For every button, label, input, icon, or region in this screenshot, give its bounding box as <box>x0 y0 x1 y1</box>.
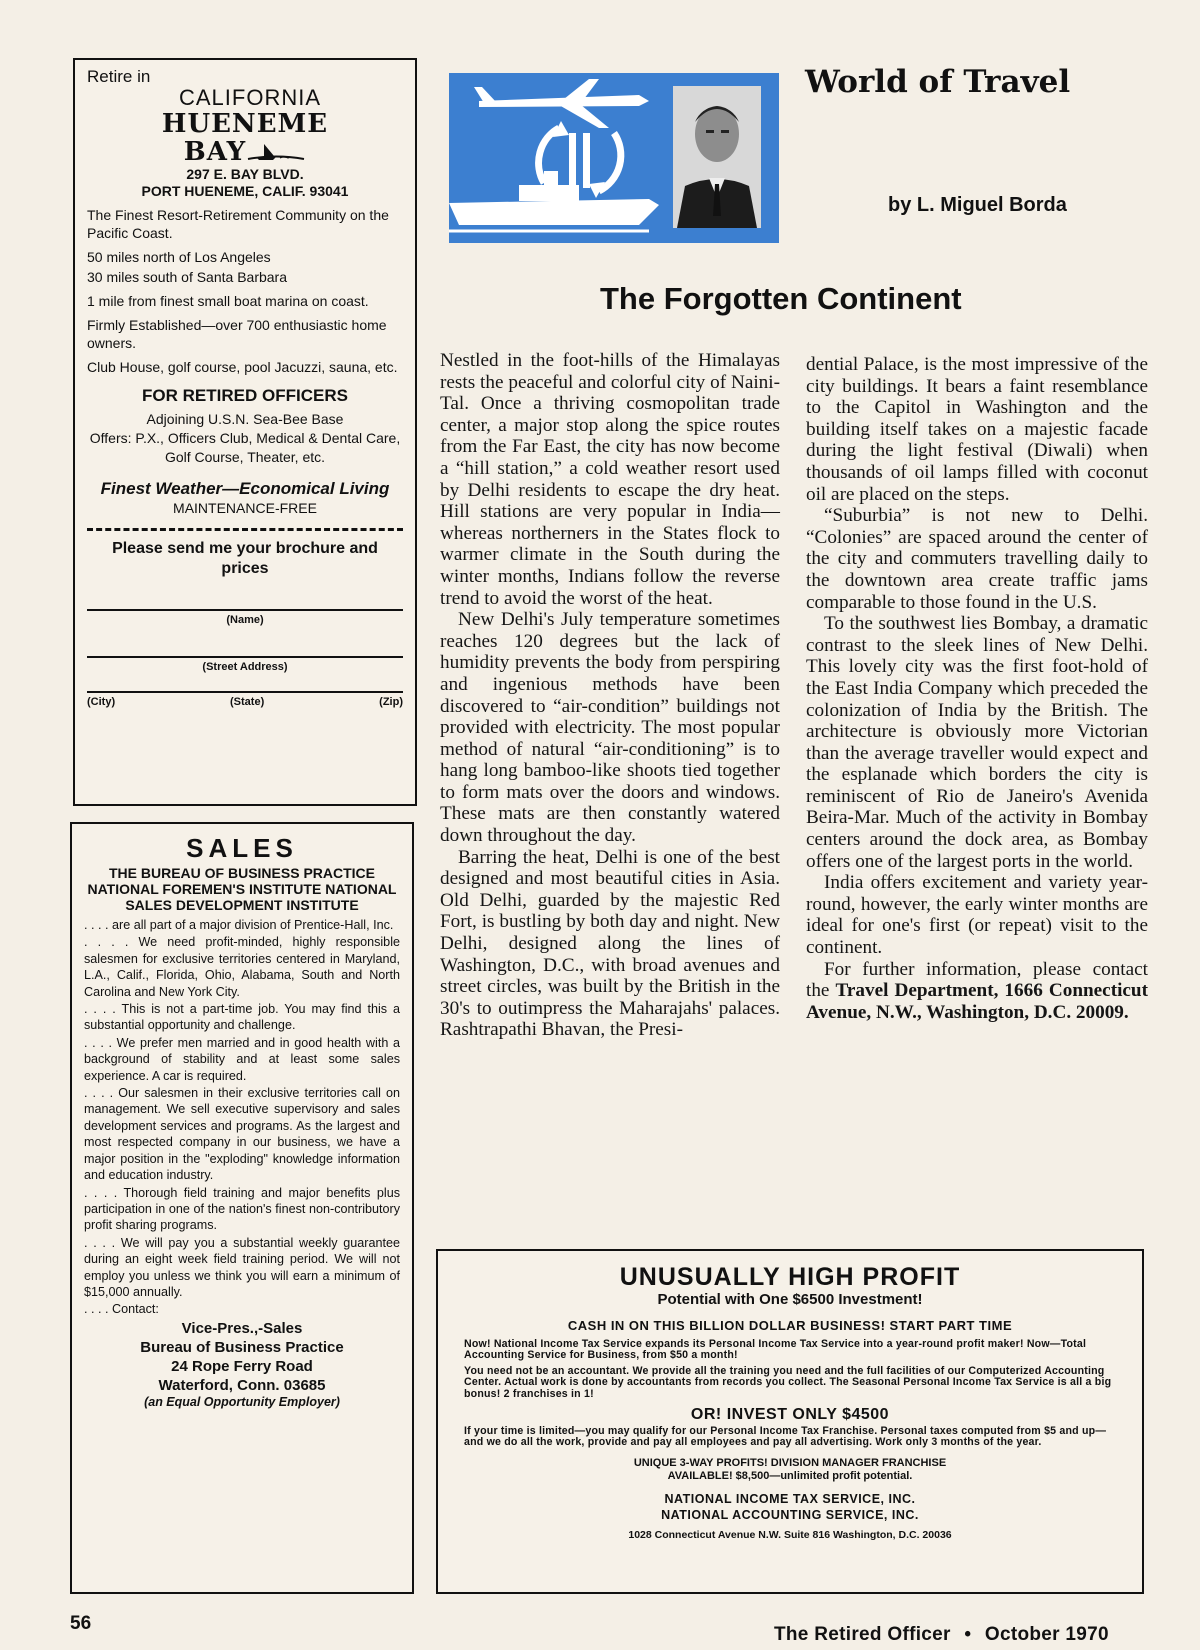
tax-unique: UNIQUE 3-WAY PROFITS! DIVISION MANAGER FRANCHISE AVAILABLE! $8,500—unlimited profit potential. <box>633 1456 947 1482</box>
sales-para-5: . . . . Our salesmen in their exclusive territories call on management. We sell executive supervisory and sales development services and programs. As the largest and most respected company in our business, we have a major position in the "exploding" knowledge information and education industry. <box>84 1086 400 1183</box>
state-label: CALIFORNIA <box>178 85 322 110</box>
brochure-request: Please send me your brochure and prices <box>112 540 378 577</box>
sales-contact <box>84 1319 400 1395</box>
sales-para-1: . . . . are all part of a major division of Prentice-Hall, Inc. <box>84 918 394 932</box>
maintenance-label: MAINTENANCE-FREE <box>173 500 317 516</box>
community-name-bay: BAY <box>87 138 403 166</box>
officers-heading: FOR RETIRED OFFICERS <box>142 386 348 405</box>
page-number: 56 <box>70 1613 92 1634</box>
tax-headline: UNUSUALLY HIGH PROFIT <box>619 1263 961 1291</box>
portrait-icon <box>673 86 761 228</box>
sales-para-8: . . . . Contact: <box>84 1302 159 1317</box>
contact-org: Bureau of Business Practice <box>140 1338 344 1356</box>
article-title: The Forgotten Continent <box>600 281 962 316</box>
article-para: dential Palace, is the most impressive of the city buildings. It bears a faint resemblance to the Capitol in Washington and the building itself takes on a majestic facade during the light festival (Diwali) when thousands of oil lamps filled with coconut oil are placed on the steps. <box>806 354 1148 505</box>
tax-or-line: OR! INVEST ONLY $4500 <box>690 1406 890 1424</box>
officers-line-1: Adjoining U.S.N. Sea-Bee Base <box>146 411 344 427</box>
feature-2: 50 miles north of Los Angeles <box>87 249 271 265</box>
tax-para-3: If your time is limited—you may qualify for our Personal Income Tax Franchise. Personal taxes computed from $5 and up—and we do all the work, provide and pay all employees and pay all advertising. Work only 3 months of the year. <box>464 1425 1107 1449</box>
contact-title: Vice-Pres.,-Sales <box>181 1319 303 1337</box>
section-title: World of Travel <box>805 64 1071 100</box>
sales-title: SALES <box>186 833 298 863</box>
dashed-divider <box>87 528 403 531</box>
tax-subhead: Potential with One $6500 Investment! <box>657 1291 923 1308</box>
feature-3: 30 miles south of Santa Barbara <box>87 269 288 285</box>
city-state-zip-row <box>87 691 403 708</box>
article-closing: For further information, please contact the Travel Department, 1666 Connecticut Avenue, N.W., Washington, D.C. 20009. <box>806 958 1148 1023</box>
feature-5: Firmly Established—over 700 enthusiastic home owners. <box>87 317 387 351</box>
zip-field[interactable]: (Zip) <box>379 696 403 708</box>
footer-separator: • <box>964 1624 972 1645</box>
travel-department-contact: Travel Department, 1666 Connecticut Avenue, N.W., Washington, D.C. 20009. <box>806 980 1148 1023</box>
article-para: To the southwest lies Bombay, a dramatic contrast to the sleek lines of New Delhi. This lovely city was the first foot-hold of the East India Company which preceded the colonization of India by the British. The architecture is obviously more Victorian than the average traveller would expect and the esplanade which borders the city is reminiscent of Rio de Janeiro's Avenida Beira-Mar. Much of the activity in Bombay centers around the dock area, as Bombay offers one of the largest ports in the world. <box>806 613 1148 872</box>
sailboat-icon <box>246 142 306 162</box>
address-line-2: PORT HUENEME, CALIF. 93041 <box>141 183 349 199</box>
article-column-1 <box>440 350 780 1041</box>
california-ad <box>73 58 417 806</box>
sales-para-7: . . . . We will pay you a substantial weekly guarantee during an eight week field training period. We will not employ you unless we think you will earn a minimum of $15,000 annually. <box>84 1235 400 1299</box>
street-field[interactable]: (Street Address) <box>87 656 403 673</box>
officers-line-2: Offers: P.X., Officers Club, Medical & Dental Care, Golf Course, Theater, etc. <box>89 430 401 465</box>
article-para: Barring the heat, Delhi is one of the best designed and most beautiful cities in Asia. Old Delhi, guarded by the majestic Red Fort, is bustling by both day and night. New Delhi, designed along the lines of Washington, D.C., with broad avenues and street circles, was built by the British in the 30's to outimpress the Maharajahs' palaces. Rashtrapathi Bhavan, the Presi- <box>440 846 780 1041</box>
byline: by L. Miguel Borda <box>888 194 1067 216</box>
sales-para-3: . . . . This is not a part-time job. You may find this a substantial opportunity and challenge. <box>84 1002 400 1033</box>
retire-in-label: Retire in <box>87 67 151 86</box>
feature-1: The Finest Resort-Retirement Community on the Pacific Coast. <box>87 207 389 241</box>
sales-orgs: THE BUREAU OF BUSINESS PRACTICE NATIONAL FOREMEN'S INSTITUTE NATIONAL SALES DEVELOPMENT INSTITUTE <box>87 865 397 913</box>
contact-street: 24 Rope Ferry Road <box>171 1357 313 1375</box>
footer-publication <box>774 1624 1109 1646</box>
tax-companies: NATIONAL INCOME TAX SERVICE, INC. NATIONAL ACCOUNTING SERVICE, INC. <box>661 1491 919 1522</box>
equal-opportunity: (an Equal Opportunity Employer) <box>144 1394 340 1409</box>
sales-para-2: . . . . We need profit-minded, highly responsible salesmen for exclusive territories centered in Maryland, L.A., Calif., Florida, Ohio, Alabama, South and North Carolina and New York City. <box>84 935 400 999</box>
address-line-1: 297 E. BAY BLVD. <box>186 166 304 182</box>
contact-city: Waterford, Conn. 03685 <box>158 1376 326 1394</box>
tax-service-ad <box>436 1249 1144 1594</box>
sales-para-4: . . . . We prefer men married and in good health with a background of stability and at least some sales experience. A car is required. <box>84 1035 400 1083</box>
city-field[interactable]: (City) <box>87 696 116 708</box>
tax-para-1: Now! National Income Tax Service expands its Personal Income Tax Service into a year-round profit maker! Now—Total Accounting Service for Business, from $50 a month! <box>464 1338 1087 1362</box>
tax-cash-line: CASH IN ON THIS BILLION DOLLAR BUSINESS! START PART TIME <box>567 1318 1013 1333</box>
community-name: HUENEME <box>161 109 329 139</box>
article-column-2 <box>806 354 1148 1023</box>
author-photo <box>673 86 761 228</box>
magazine-name: The Retired Officer <box>774 1624 951 1645</box>
feature-6: Club House, golf course, pool Jacuzzi, sauna, etc. <box>87 359 398 375</box>
tax-address: 1028 Connecticut Avenue N.W. Suite 816 Washington, D.C. 20036 <box>628 1528 952 1541</box>
issue-date: October 1970 <box>984 1624 1109 1645</box>
sales-para-6: . . . . Thorough field training and major benefits plus participation in one of the nation's finest non-contributory profit sharing programs. <box>84 1185 400 1233</box>
name-field[interactable]: (Name) <box>87 609 403 626</box>
feature-4: 1 mile from finest small boat marina on coast. <box>87 293 369 309</box>
state-field[interactable]: (State) <box>230 696 265 708</box>
sales-ad <box>70 822 414 1594</box>
article-para: “Suburbia” is not new to Delhi. “Colonies” are spaced around the center of the city and commuters travelling daily to the downtown area create traffic jams comparable to those found in the U.S. <box>806 505 1148 613</box>
tax-para-2: You need not be an accountant. We provide all the training you need and the full facilities of our Computerized Accounting Center. Actual work is done by accountants from records you collect. The Seasonal Personal Income Tax Service is all a big bonus! 2 franchises in 1! <box>464 1364 1112 1400</box>
article-para: Nestled in the foot-hills of the Himalayas rests the peaceful and colorful city of Naini-Tal. Once a thriving cosmopolitan trade center, a major stop along the spice routes from the Far East, the city has now become a “hill station,” a cold weather resort used by Delhi residents to escape the dry heat. Hill stations are very popular in India—whereas northerners in the States flock to warmer climate in the South during the winter months, Indians follow the reverse trend to avoid the worst of the heat. <box>440 350 780 609</box>
tagline: Finest Weather—Economical Living <box>100 479 390 498</box>
article-para: New Delhi's July temperature sometimes reaches 120 degrees but the lack of humidity prevents the body from perspiring and ingenious methods have been discovered to “air-condition” buildings not provided with electricity. The most popular method of natural “air-conditioning” is to hang long bamboo-like shoots tied together to form mats over the doors and windows. These mats are then constantly watered down throughout the day. <box>440 609 780 847</box>
article-para: India offers excitement and variety year-round, however, the early winter months are ideal for one's first (or repeat) visit to the continent. <box>806 872 1148 959</box>
